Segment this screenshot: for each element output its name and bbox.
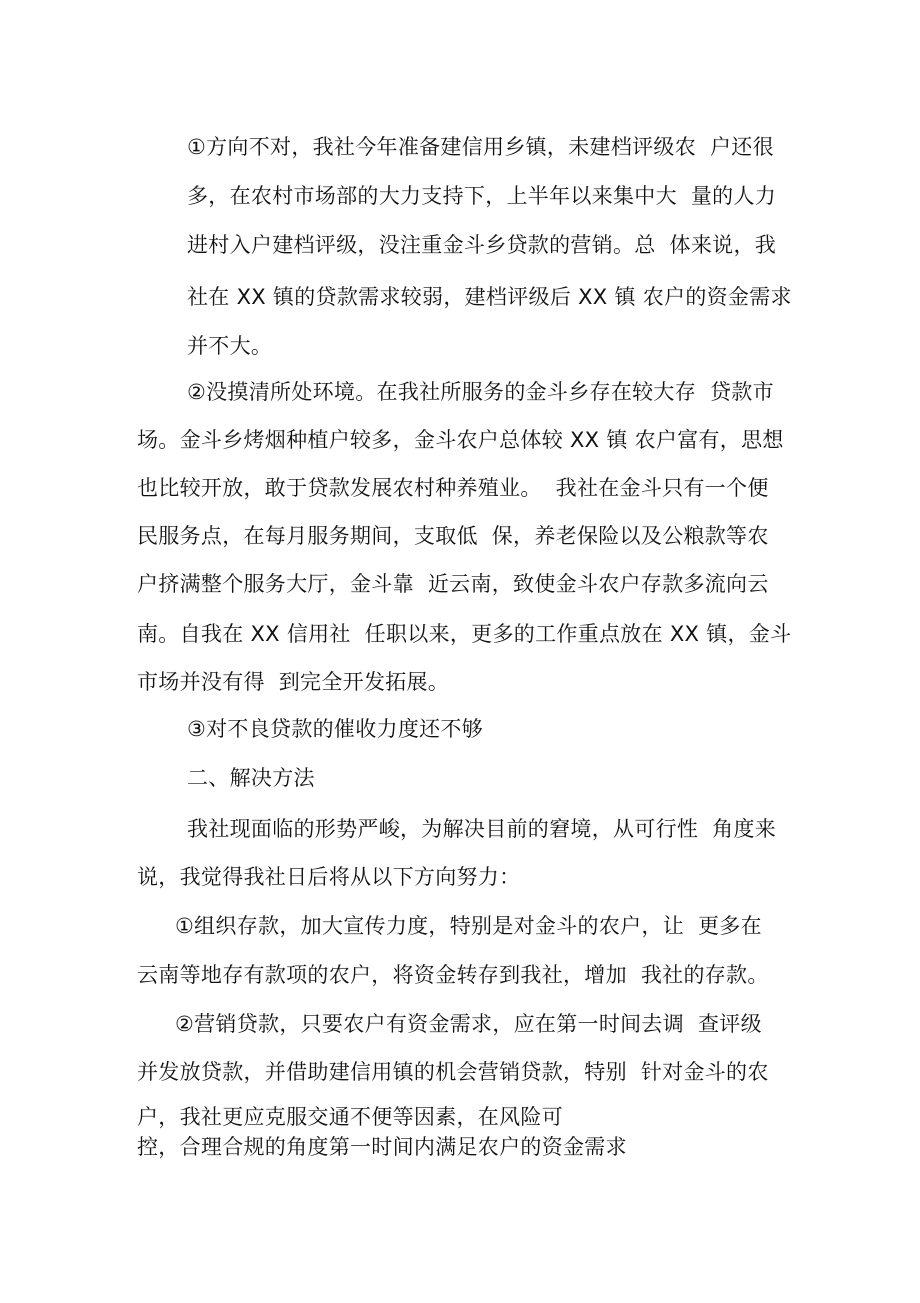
text-line: 说，我觉得我社日后将从以下方向努力： xyxy=(137,865,521,889)
text-line: ①方向不对，我社今年准备建信用乡镇，未建档评级农 户还很 xyxy=(187,135,774,159)
text-line: 社在 XX 镇的贷款需求较弱，建档评级后 XX 镇 农户的资金需求 xyxy=(187,285,792,309)
text-line: 并发放贷款，并借助建信用镇的机会营销贷款，特别 针对金斗的农 xyxy=(137,1060,769,1084)
text-line: 云南等地存有款项的农户，将资金转存到我社，增加 我社的存款。 xyxy=(137,963,769,987)
text-line: 控，合理合规的角度第一时间内满足农户的资金需求 xyxy=(137,1135,627,1159)
text-line: 多，在农村市场部的大力支持下，上半年以来集中大 量的人力 xyxy=(187,184,777,208)
text-line: 我社现面临的形势严峻，为解决目前的窘境，从可行性 角度来 xyxy=(187,817,777,841)
text-line: ②营销贷款，只要农户有资金需求，应在第一时间去调 查评级 xyxy=(175,1012,762,1036)
text-line: 并不大。 xyxy=(187,334,273,358)
text-line: 场。金斗乡烤烟种植户较多，金斗农户总体较 XX 镇 农户富有，思想 xyxy=(137,428,784,452)
section-heading: 二、解决方法 xyxy=(187,766,315,790)
text-line: ③对不良贷款的催收力度还不够 xyxy=(187,717,484,741)
text-line: 进村入户建档评级，没注重金斗乡贷款的营销。总 体来说，我 xyxy=(187,233,777,257)
text-line: 南。自我在 XX 信用社 任职以来，更多的工作重点放在 XX 镇，金斗 xyxy=(137,622,792,646)
text-line: 也比较开放，敢于贷款发展农村种养殖业。 我社在金斗只有一个便 xyxy=(137,476,769,500)
text-line: 市场并没有得 到完全开发拓展。 xyxy=(137,670,450,694)
text-line: 民服务点，在每月服务期间，支取低 保，养老保险以及公粮款等农 xyxy=(137,524,769,548)
text-line: ②没摸清所处环境。在我社所服务的金斗乡存在较大存 贷款市 xyxy=(187,380,774,404)
text-line: ①组织存款，加大宣传力度，特别是对金斗的农户，让 更多在 xyxy=(175,914,762,938)
text-line: 户挤满整个服务大厅，金斗靠 近云南，致使金斗农户存款多流向云 xyxy=(137,572,769,596)
text-line: 户，我社更应克服交通不便等因素，在风险可 xyxy=(137,1105,563,1129)
